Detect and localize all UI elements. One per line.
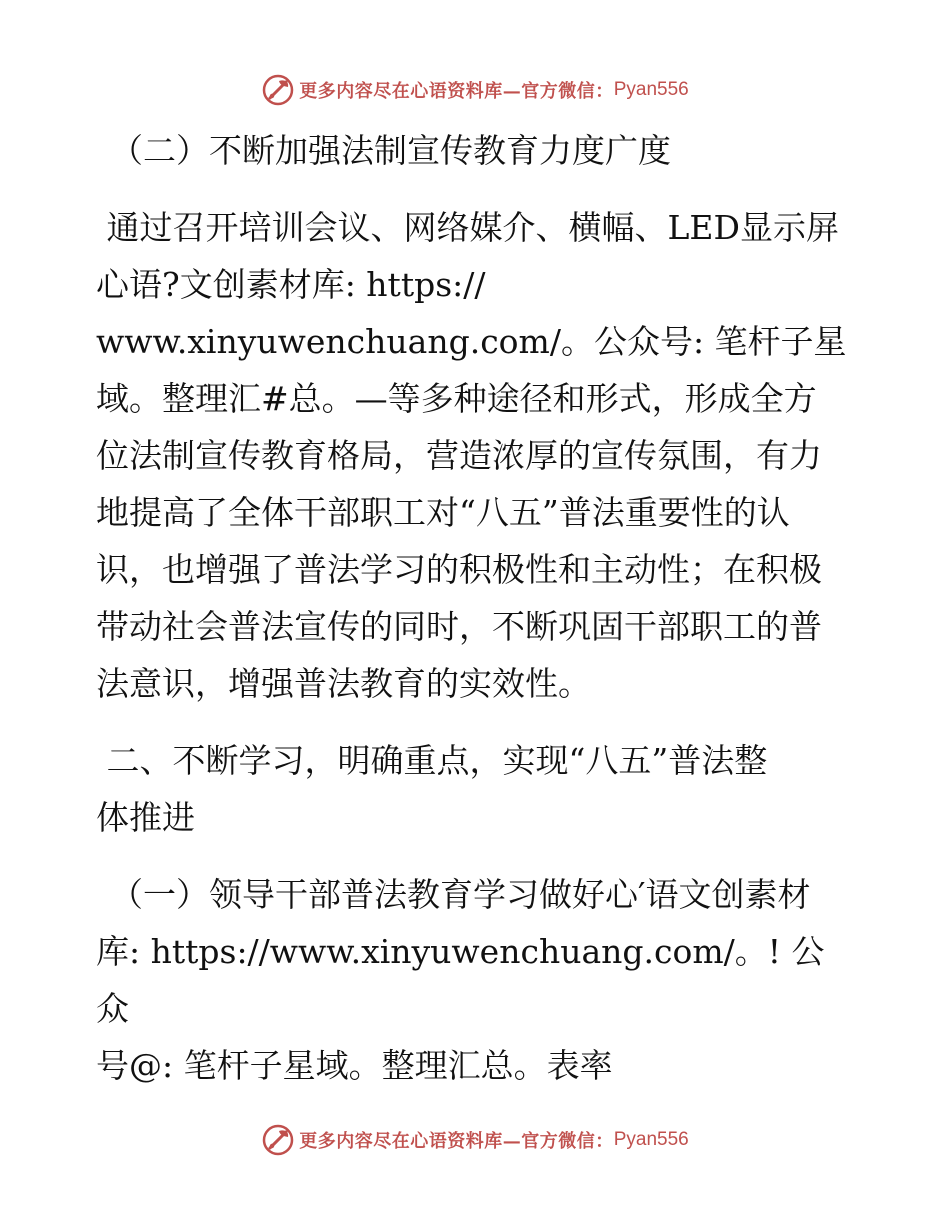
- section-title-2: [96, 732, 856, 846]
- text-line: 心语?文创素材库: https://: [96, 265, 486, 304]
- watermark-wechat-id: Pyan556: [613, 79, 689, 100]
- watermark-wechat-id: Pyan556: [613, 1129, 689, 1150]
- quill-emblem-icon: [261, 1123, 295, 1157]
- paragraph-publicity: [96, 199, 856, 712]
- watermark-text: 更多内容尽在心语资料库—官方微信：: [299, 81, 614, 102]
- watermark-banner-top: [0, 70, 950, 110]
- document-body: [96, 122, 856, 1094]
- text-line: 二、不断学习，明确重点，实现“八五”普法整: [96, 741, 768, 780]
- text-line: （一）领导干部普法教育学习做好心′语文创素材: [110, 875, 811, 914]
- quill-emblem-icon: [261, 73, 295, 107]
- text-line: 域。整理汇#总。—等多种途径和形式，形成全方: [96, 379, 817, 418]
- paragraph-leadership: [96, 866, 856, 1094]
- text-line: www.xinyuwenchuang.com/。公众号: 笔杆子星: [96, 322, 847, 361]
- text-line: 库: https://www.xinyuwenchuang.com/。! 公众: [96, 932, 825, 1028]
- text-line: 法意识，增强普法教育的实效性。: [96, 664, 591, 703]
- text-line: 位法制宣传教育格局，营造浓厚的宣传氛围，有力: [96, 436, 822, 475]
- text-line: 体推进: [96, 798, 195, 837]
- watermark-banner-bottom: [0, 1120, 950, 1160]
- text-line: 带动社会普法宣传的同时，不断巩固干部职工的普: [96, 607, 822, 646]
- text-line: 地提高了全体干部职工对“八五”普法重要性的认: [96, 493, 790, 532]
- watermark-text: 更多内容尽在心语资料库—官方微信：: [299, 1131, 614, 1152]
- text-line: 号@: 笔杆子星域。整理汇总。表率: [96, 1046, 613, 1085]
- text-line: 通过召开培训会议、网络媒介、横幅、LED显示屏: [96, 208, 839, 247]
- section-heading: （二）不断加强法制宣传教育力度广度: [110, 131, 671, 170]
- text-line: 识，也增强了普法学习的积极性和主动性；在积极: [96, 550, 822, 589]
